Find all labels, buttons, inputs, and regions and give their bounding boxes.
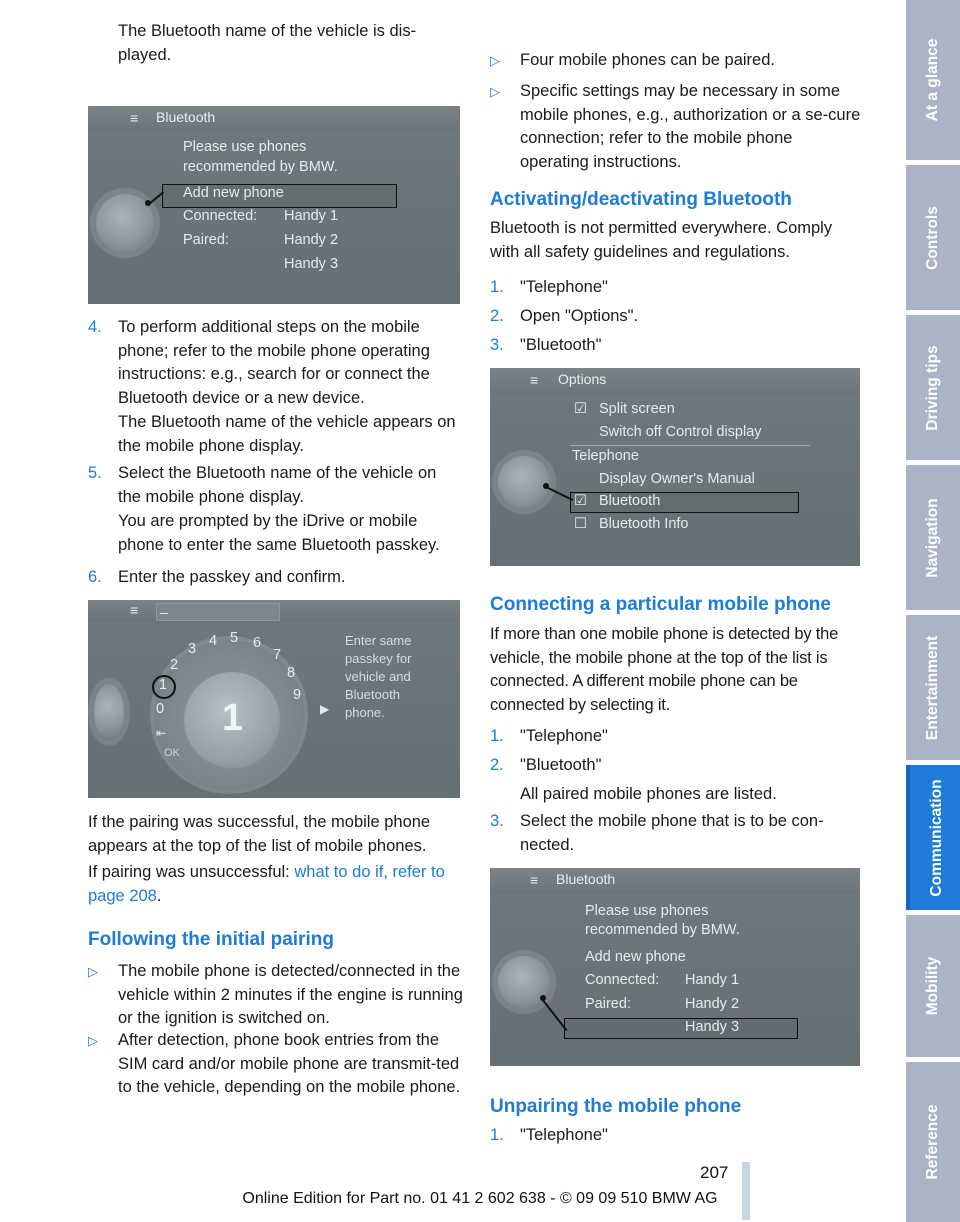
right-arrow-icon: ▶ [320,702,330,716]
page-number: 207 [700,1163,729,1182]
bullet-icon: ▷ [490,84,500,99]
page-208-link[interactable]: what to do if, refer to page 208 [88,863,445,905]
bluetooth-screen-image: ≡ Bluetooth Please use phones recommended by BMW. Add new phone Connected: Handy 1 Paired: Handy 2 Handy 3 [88,106,460,304]
intro-text: The Bluetooth name of the vehicle is dis- played. [118,22,417,64]
bluetooth-title-icon: ≡ [130,110,139,126]
passkey-field [156,603,280,621]
footer-text: Online Edition for Part no. 01 41 2 602 638 - © 09 09 510 BMW AG [242,1190,718,1207]
menu-icon: ≡ [530,372,539,388]
screen-title: Bluetooth [156,109,216,125]
heading-activating-bluetooth: Activating/deactivating Bluetooth [490,189,792,210]
controller-knob [498,456,550,508]
checkbox-icon: ☐ [574,516,587,532]
pairing-fail-text: If pairing was unsuccessful: what to do if, refer to page 208. [88,863,445,905]
options-screen-image: ≡ Options ☑ Split screen Switch off Control display Telephone Display Owner's Manual ☑ Bluetooth ☐ Bluetooth Info [490,368,860,566]
selected-digit: 1 [222,697,244,739]
tab-communication[interactable]: Communication [906,765,960,910]
heading-following-initial-pairing: Following the initial pairing [88,929,334,950]
tab-entertainment[interactable]: Entertainment [906,615,960,760]
check-icon: ☑ [574,493,587,509]
check-icon: ☑ [574,401,587,417]
heading-connecting-mobile-phone: Connecting a particular mobile phone [490,594,831,615]
digit-selection-circle [152,675,176,699]
bullet-icon: ▷ [490,53,500,68]
passkey-screen-image: ≡ _ 1 0 1 2 3 4 5 6 7 8 9 ⇤ OK ▶ Enter same passkey for vehicle and Bluetooth phone. [88,600,460,798]
tab-reference[interactable]: Reference [906,1062,960,1222]
bluetooth-title-icon: ≡ [530,872,539,888]
bluetooth-list-screen-image: ≡ Bluetooth Please use phones recommended by BMW. Add new phone Connected: Handy 1 Paired: Handy 2 Handy 3 [490,868,860,1066]
tab-driving-tips[interactable]: Driving tips [906,315,960,460]
handy3-highlight [564,1018,798,1039]
heading-unpairing-mobile-phone: Unpairing the mobile phone [490,1096,742,1117]
tab-controls[interactable]: Controls [906,165,960,310]
pairing-success-text: If the pairing was successful, the mobile phone appears at the top of the list of mobile phones. [88,813,431,855]
menu-icon: ≡ [130,602,139,618]
delete-icon: ⇤ [156,726,167,740]
tab-mobility[interactable]: Mobility [906,915,960,1057]
tab-at-a-glance[interactable]: At a glance [906,0,960,160]
tab-navigation[interactable]: Navigation [906,465,960,610]
bullet-icon: ▷ [88,964,98,979]
bullet-icon: ▷ [88,1033,98,1048]
